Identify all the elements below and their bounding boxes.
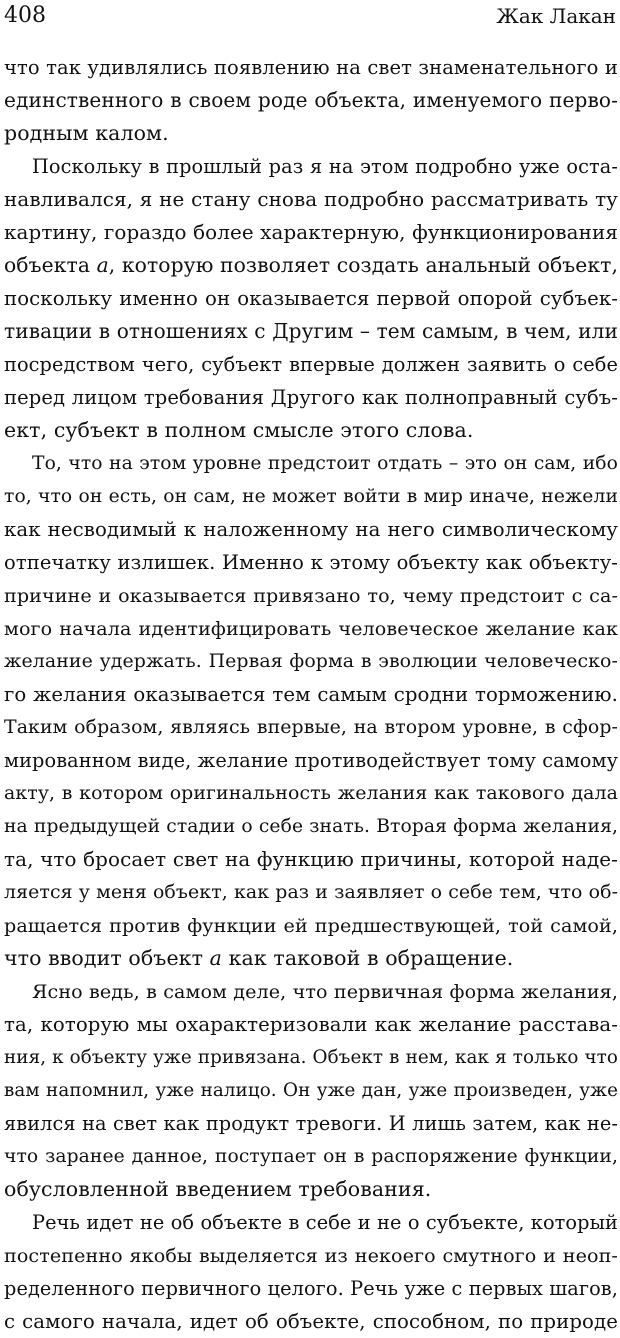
text-line: постепенно якобы выделяется из некоего смутного и неоп- xyxy=(4,1244,618,1267)
text-line: го желания оказывается тем самым сродни торможению. xyxy=(4,683,618,706)
text-line: поскольку именно он оказывается первой опорой субъек- xyxy=(4,287,618,310)
text-line: мированном виде, желание противодействует тому самому xyxy=(4,749,619,772)
text-line xyxy=(4,942,618,975)
text-line: картину, гораздо более характерную, функционирования xyxy=(4,221,618,244)
text-line: желание удержать. Первая форма в эволюции человеческо- xyxy=(4,650,618,672)
text-line: обусловленной введением требования. xyxy=(4,1177,432,1201)
text-line: акту, в котором оригинальность желания как такового дала xyxy=(4,782,618,804)
text-line: Поскольку в прошлый раз я на этом подробно уже оста- xyxy=(32,155,618,178)
text-line: навливался, я не стану снова подробно рассматривать ту xyxy=(4,188,618,211)
text-line: причине и оказывается привязано то, чему предстоит с са- xyxy=(4,584,618,607)
text-line: Таким образом, являясь впервые, на втором уровне, в сфор- xyxy=(4,716,618,738)
text-line: посредством чего, субъект впервые должен заявить о себе xyxy=(4,353,618,376)
text-line: ределенного первичного целого. Речь уже с первых шагов, xyxy=(4,1277,618,1300)
text-line: ект, субъект в полном смысле этого слова. xyxy=(4,418,474,442)
text-line: Речь идет не об объекте в себе и не о субъекте, который xyxy=(32,1211,618,1234)
text-line: Ясно ведь, в самом деле, что первичная форма желания, xyxy=(32,980,618,1003)
text-fragment: объекта xyxy=(4,253,91,277)
text-line: единственного в своем роде объекта, именуемого перво- xyxy=(4,88,618,112)
text-line: тивации в отношениях с Другим – тем самым, в чем, или xyxy=(4,319,618,343)
text-line: как несводимый к наложенному на него символическому xyxy=(4,518,618,541)
page-number: 408 xyxy=(4,3,46,28)
text-line: То, что на этом уровне предстоит отдать – это он сам, ибо xyxy=(32,453,618,474)
text-line: явился на свет как продукт тревоги. И лишь затем, как не- xyxy=(4,1112,618,1135)
body-text xyxy=(4,51,618,1338)
text-line: что заранее данное, поступает он в распоряжение функции, xyxy=(4,1146,618,1167)
text-fragment: как таковой в обращение. xyxy=(228,946,514,970)
text-line: та, что бросает свет на функцию причины, которой наде- xyxy=(4,848,618,871)
text-fragment: что вводит объект xyxy=(4,946,204,970)
text-line: та, которую мы охарактеризовали как желание расстава- xyxy=(4,1013,618,1036)
text-line: родным калом. xyxy=(4,121,169,145)
text-line: на предыдущей стадии о себе знать. Вторая форма желания, xyxy=(4,816,618,837)
page-header xyxy=(4,4,616,28)
text-line: ращается против функции ей предшествующей, той самой, xyxy=(4,914,618,937)
text-line: вам напомнил, уже налицо. Он уже дан, уже произведен, уже xyxy=(4,1080,618,1101)
text-line: с самого начала, идет об объекте, способном, по природе xyxy=(4,1310,618,1333)
text-line: мого начала идентифицировать человеческое желание как xyxy=(4,617,618,640)
text-line: что так удивлялись появлению на свет знаменательного и xyxy=(4,56,618,79)
text-line: отпечатку излишек. Именно к этому объекту как объекту- xyxy=(4,551,618,574)
object-a-symbol: а xyxy=(96,253,109,277)
text-line: ляется у меня объект, как раз и заявляет о себе тем, что об- xyxy=(4,881,619,903)
running-title: Жак Лакан xyxy=(496,4,616,28)
text-line: перед лицом требования Другого как полноправный субъ- xyxy=(4,386,618,409)
text-line xyxy=(4,249,618,282)
text-fragment: , которую позволяет создать анальный объект, xyxy=(108,253,618,277)
text-line: то, что он есть, он сам, не может войти в мир иначе, нежели xyxy=(4,486,618,507)
object-a-symbol: а xyxy=(209,946,222,970)
text-line: ния, к объекту уже привязана. Объект в нем, как я только что xyxy=(4,1047,618,1068)
